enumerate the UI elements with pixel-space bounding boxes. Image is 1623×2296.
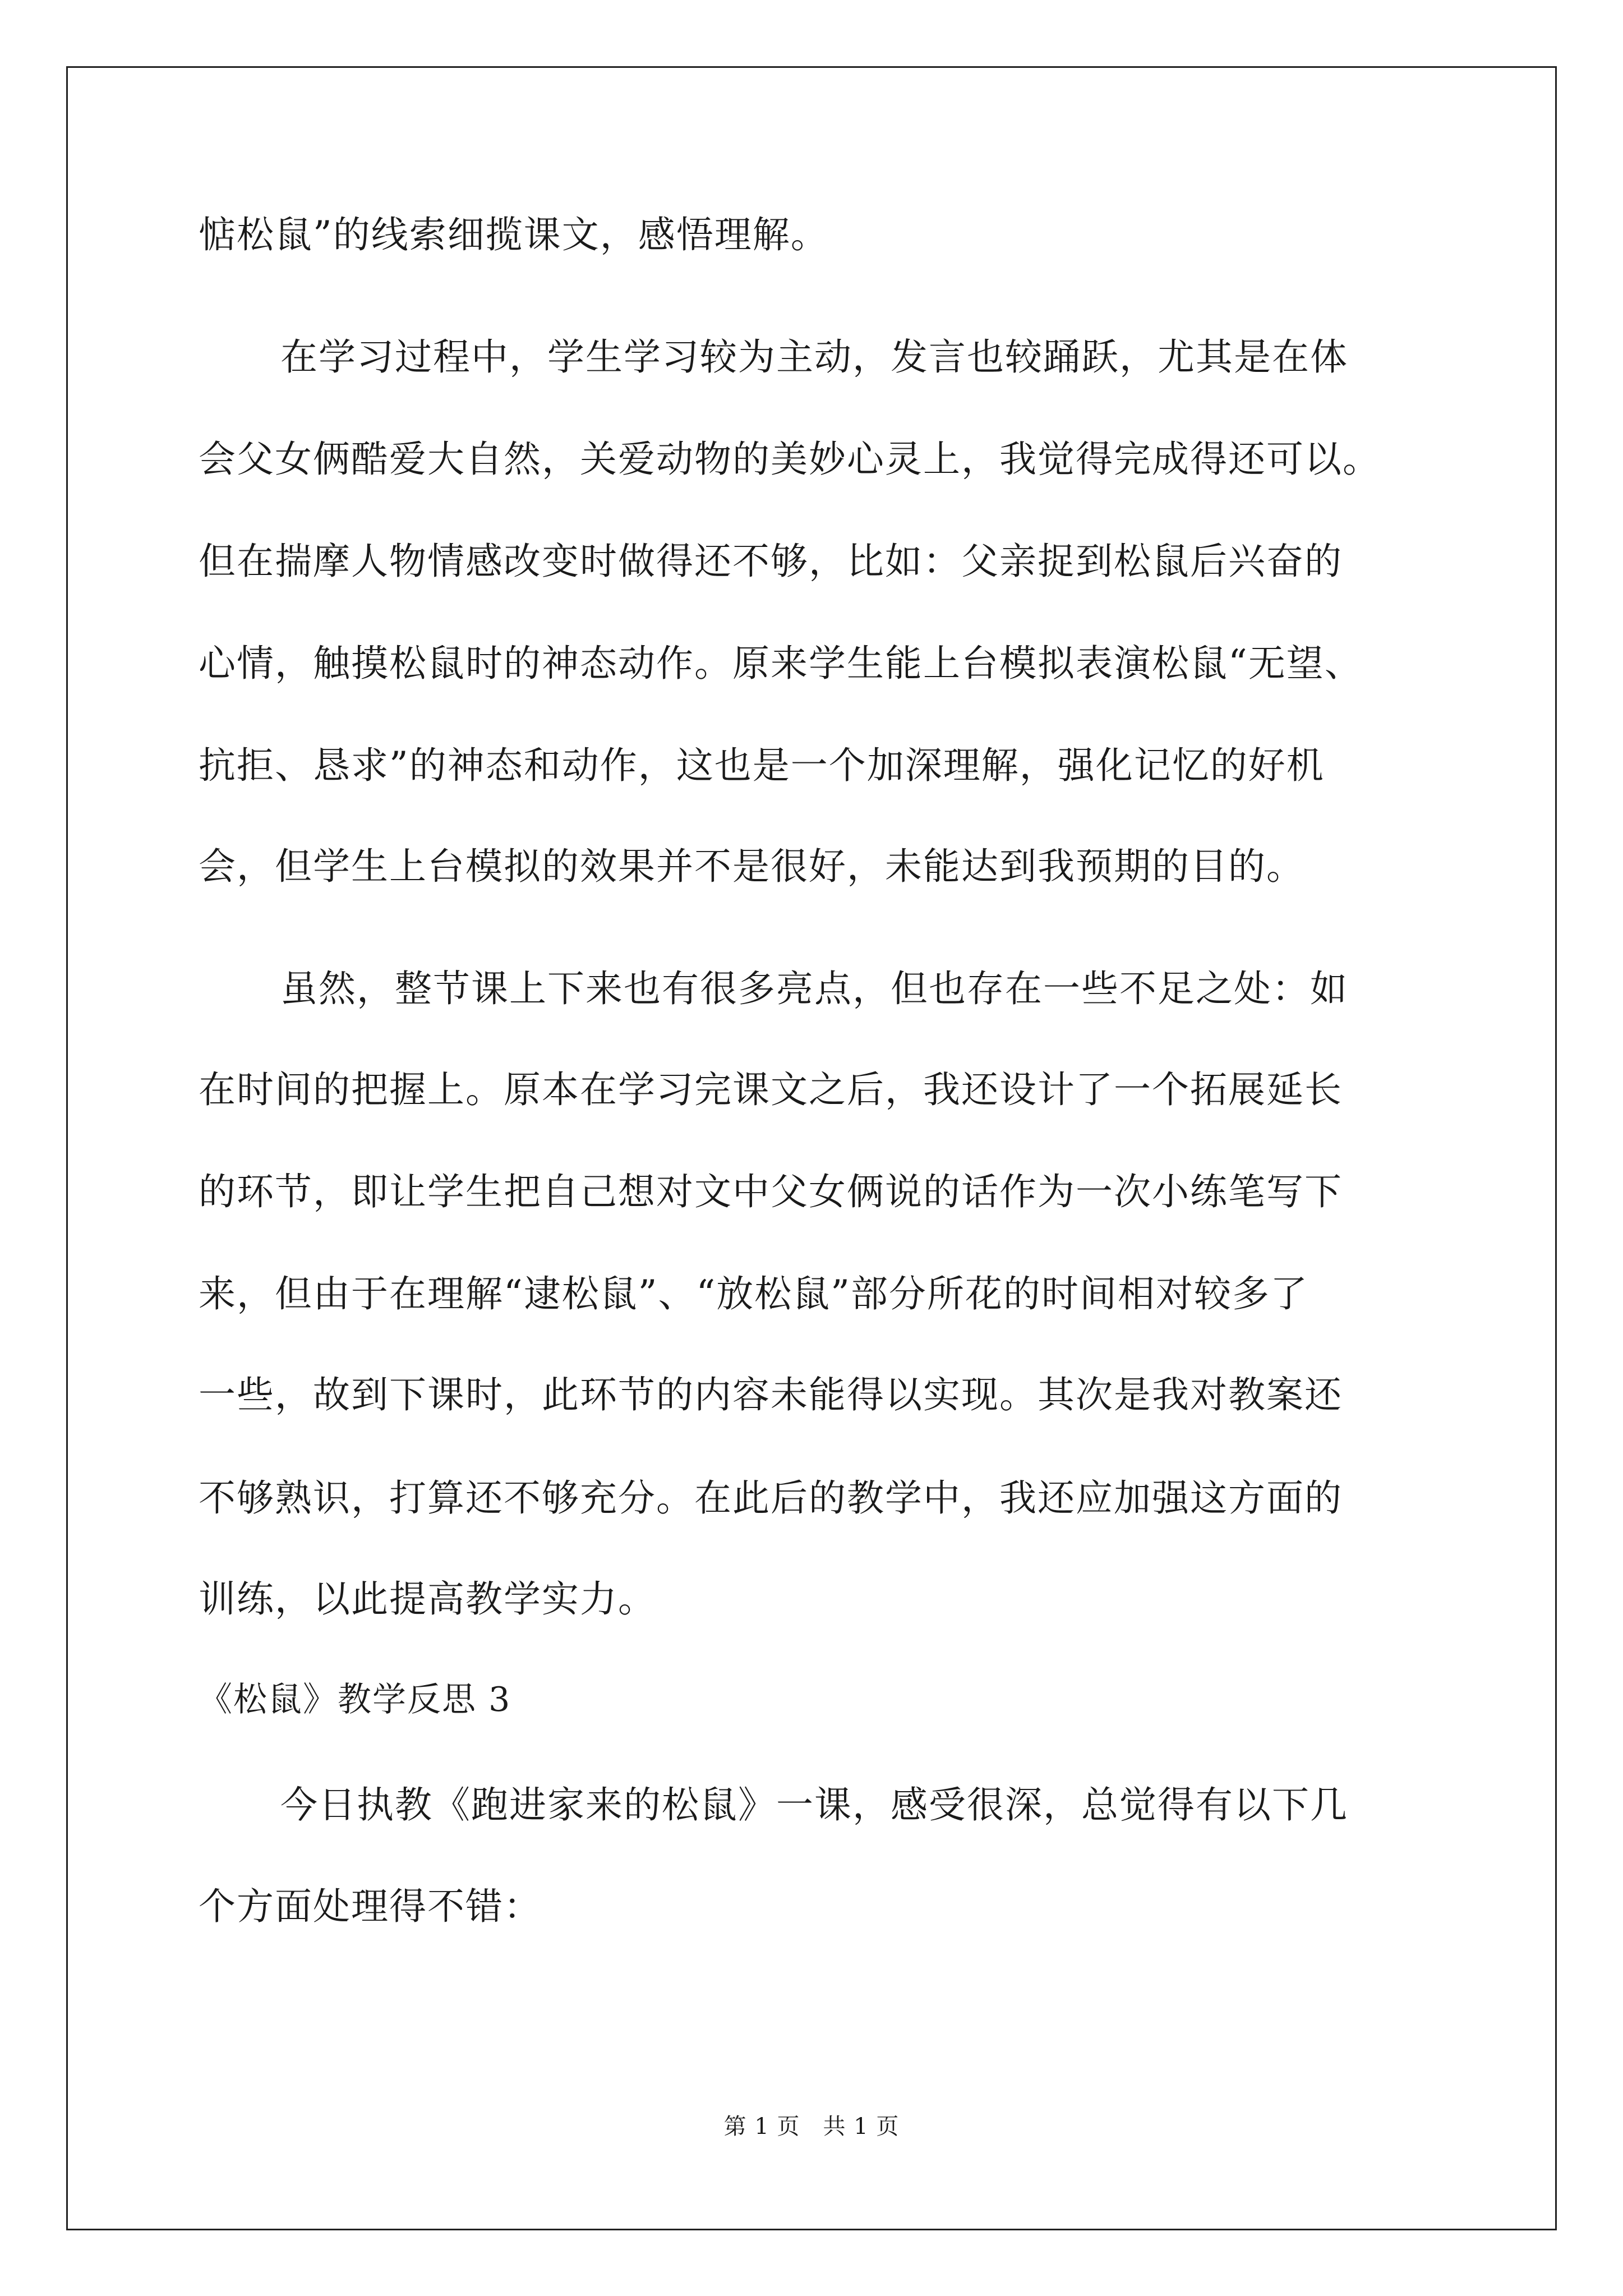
body-text-line: 心情，触摸松鼠时的神态动作。原来学生能上台模拟表演松鼠“无望、 xyxy=(199,642,1363,685)
body-text-line: 会父女俩酷爱大自然，关爱动物的美妙心灵上，我觉得完成得还可以。 xyxy=(199,438,1381,481)
body-text-line: 的环节，即让学生把自己想对文中父女俩说的话作为一次小练笔写下 xyxy=(199,1170,1343,1213)
body-text-line: 虽然，整节课上下来也有很多亮点，但也存在一些不足之处：如 xyxy=(280,967,1348,1010)
body-text-line: 但在揣摩人物情感改变时做得还不够，比如：父亲捉到松鼠后兴奋的 xyxy=(199,540,1343,583)
body-text-line: 在学习过程中，学生学习较为主动，发言也较踊跃，尤其是在体 xyxy=(280,335,1348,379)
body-text-line: 来，但由于在理解“逮松鼠”、“放松鼠”部分所花的时间相对较多了 xyxy=(199,1272,1308,1315)
body-text-line: 个方面处理得不错： xyxy=(199,1885,542,1928)
page-footer: 第 1 页 共 1 页 xyxy=(723,2114,900,2139)
body-text-line: 在时间的把握上。原本在学习完课文之后，我还设计了一个拓展延长 xyxy=(199,1068,1343,1111)
body-text-line: 抗拒、恳求”的神态和动作，这也是一个加深理解，强化记忆的好机 xyxy=(199,744,1325,787)
body-text-line: 今日执教《跑进家来的松鼠》一课，感受很深，总觉得有以下几 xyxy=(280,1783,1348,1826)
body-text-line: 不够熟识，打算还不够充分。在此后的教学中，我还应加强这方面的 xyxy=(199,1476,1343,1520)
body-text-line: 惦松鼠”的线索细揽课文，感悟理解。 xyxy=(199,213,829,256)
section-heading: 《松鼠》教学反思 3 xyxy=(199,1680,511,1719)
body-text-line: 训练，以此提高教学实力。 xyxy=(199,1577,656,1621)
body-text-line: 会，但学生上台模拟的效果并不是很好，未能达到我预期的目的。 xyxy=(199,845,1304,888)
body-text-line: 一些，故到下课时，此环节的内容未能得以实现。其次是我对教案还 xyxy=(199,1373,1343,1416)
